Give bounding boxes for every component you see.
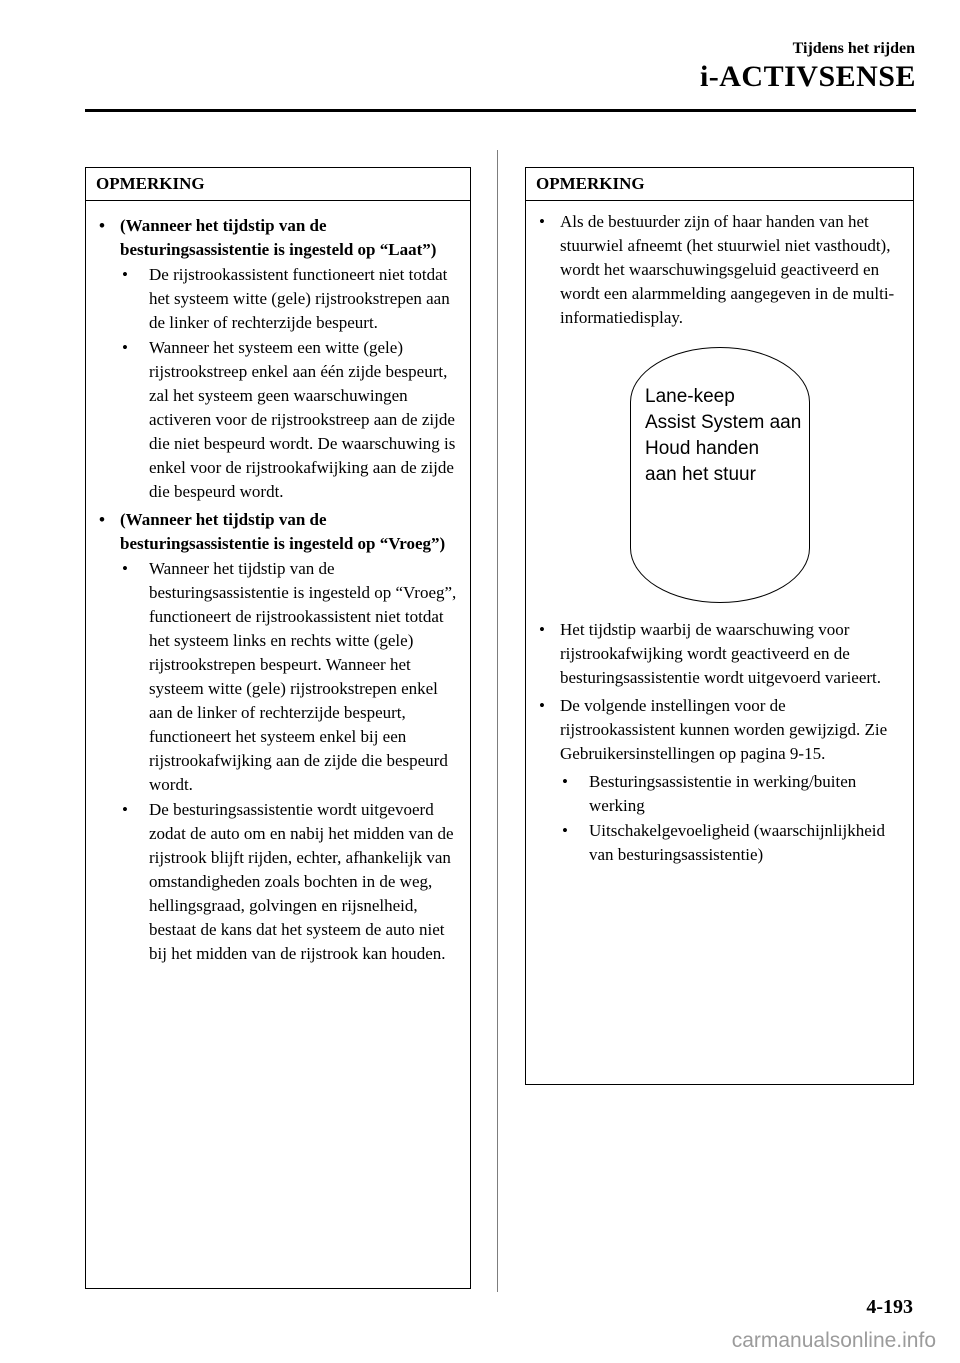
- list-item: [539, 819, 901, 867]
- display-text-line: aan het stuur: [645, 464, 756, 485]
- bullet-icon: •: [562, 821, 568, 840]
- list-item-text: Wanneer het systeem een witte (gele) rijstrookstreep enkel aan één zijde bespeurt, zal het systeem geen waarschuwingen activeren voor de rijstrookstreep aan de zijde die niet bespeurd wordt. De waarschuwing is enkel voor de rijstrookafwijking aan de zijde die bespeurd wordt.: [149, 338, 456, 501]
- multi-information-display-illustration: [630, 347, 810, 603]
- note-box-right: [525, 167, 914, 1085]
- list-item-text: (Wanneer het tijdstip van de besturingsassistentie is ingesteld op “Vroeg”): [120, 510, 446, 553]
- list-item-text: De rijstrookassistent functioneert niet totdat het systeem witte (gele) rijstrookstrepen aan de linker of rechterzijde bespeurt.: [149, 265, 450, 332]
- note-body: [526, 201, 913, 876]
- list-item-heading: [99, 214, 458, 262]
- bullet-icon: •: [99, 510, 105, 529]
- note-box-left: [85, 167, 471, 1289]
- bullet-icon: •: [562, 772, 568, 791]
- note-body: [86, 201, 470, 975]
- list-item-text: Als de bestuurder zijn of haar handen van het stuurwiel afneemt (het stuurwiel niet vasthoudt), wordt het waarschuwingsgeluid geactiveerd en wordt een alarmmelding aangegeven in de multi-informatiedisplay.: [560, 212, 895, 327]
- list-item-text: De besturingsassistentie wordt uitgevoerd zodat de auto om en nabij het midden van de rijstrook blijft rijden, echter, afhankelijk van omstandigheden zoals bochten in de weg, hellingsgraad, golvingen en rijsnelheid, bestaat de kans dat het systeem de auto niet bij het midden van de rijstrook kan houden.: [149, 800, 454, 963]
- bullet-icon: •: [122, 800, 128, 819]
- list-item: [99, 557, 458, 797]
- list-item-text: Wanneer het tijdstip van de besturingsassistentie is ingesteld op “Vroeg”, functioneert de rijstrookassistent niet totdat het systeem links en rechts witte (gele) rijstrookstrepen bespeurt. Wanneer het systeem witte (gele) rijstrookstrepen enkel aan de linker of rechterzijde bespeurt, functioneert het systeem enkel bij een rijstrookafwijking aan de zijde die bespeurd wordt.: [149, 559, 457, 794]
- list-item: [99, 263, 458, 335]
- bullet-icon: •: [539, 696, 545, 715]
- list-item-heading: [99, 508, 458, 556]
- bullet-icon: •: [122, 559, 128, 578]
- list-item-text: Uitschakelgevoeligheid (waarschijnlijkheid van besturingsassistentie): [589, 821, 885, 864]
- note-title: OPMERKING: [86, 168, 470, 201]
- list-item: [539, 694, 901, 766]
- display-text-line: Lane-keep: [645, 386, 735, 407]
- header-section-label: Tijdens het rijden: [792, 40, 915, 57]
- list-item-text: Het tijdstip waarbij de waarschuwing voor rijstrookafwijking wordt geactiveerd en de besturingsassistentie wordt uitgevoerd varieert.: [560, 620, 882, 687]
- display-text-line: Houd handen: [645, 438, 760, 459]
- bullet-icon: •: [122, 265, 128, 284]
- bullet-icon: •: [539, 212, 545, 231]
- header-rule: [85, 109, 916, 112]
- bullet-icon: •: [539, 620, 545, 639]
- page-number: 4-193: [866, 1296, 913, 1318]
- bullet-icon: •: [122, 338, 128, 357]
- column-divider: [497, 150, 498, 1292]
- list-item-text: (Wanneer het tijdstip van de besturingsassistentie is ingesteld op “Laat”): [120, 216, 437, 259]
- list-item-text: De volgende instellingen voor de rijstrookassistent kunnen worden gewijzigd. Zie Gebruikersinstellingen op pagina 9-15.: [560, 696, 888, 763]
- list-item: [539, 210, 901, 330]
- page-title: i-ACTIVSENSE: [699, 60, 916, 93]
- list-item: [539, 770, 901, 818]
- list-item: [539, 618, 901, 690]
- list-item-text: Besturingsassistentie in werking/buiten werking: [589, 772, 857, 815]
- watermark-text: carmanualsonline.info: [731, 1329, 936, 1352]
- note-title: OPMERKING: [526, 168, 913, 201]
- list-item: [99, 336, 458, 504]
- list-item: [99, 798, 458, 966]
- display-text-line: Assist System aan: [645, 412, 802, 433]
- bullet-icon: •: [99, 216, 105, 235]
